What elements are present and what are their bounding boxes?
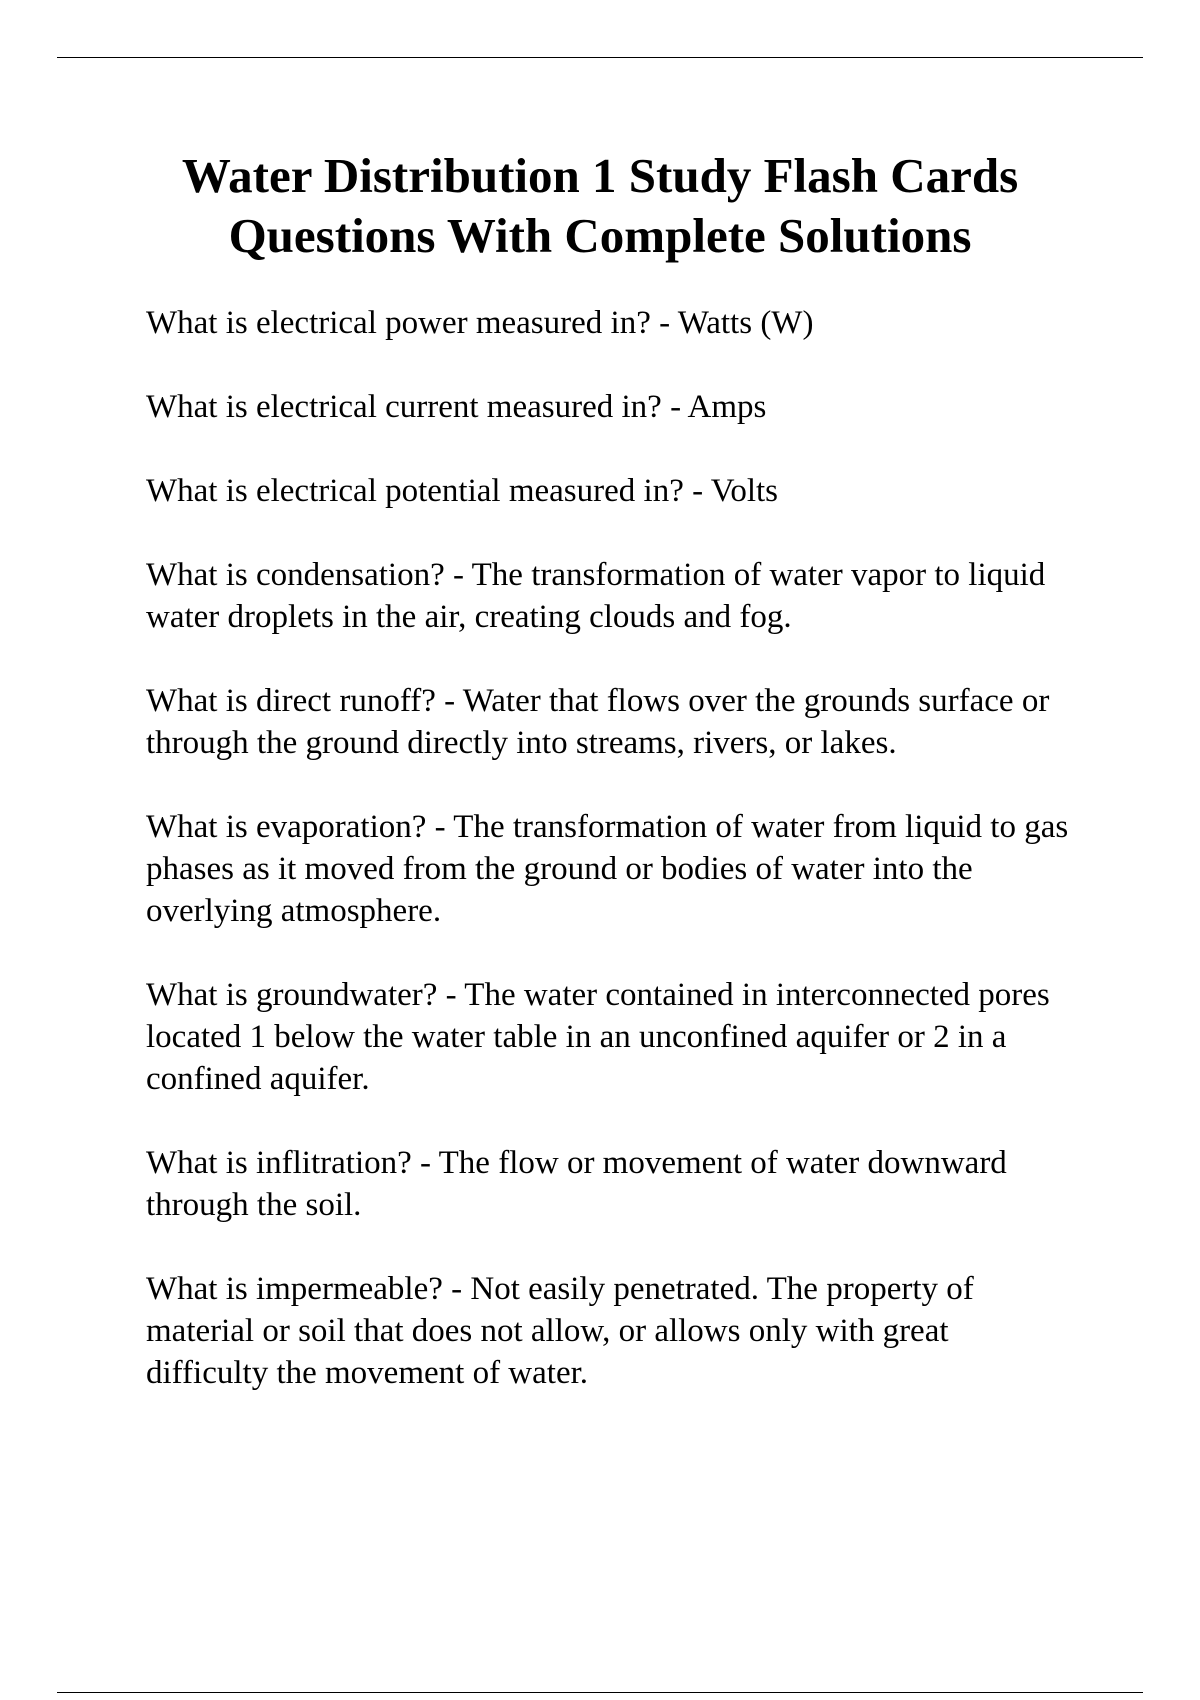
title-line-1: Water Distribution 1 Study Flash Cards — [181, 148, 1019, 203]
title-line-2: Questions With Complete Solutions — [228, 208, 972, 263]
top-rule — [57, 57, 1143, 58]
flash-card-item: What is impermeable? - Not easily penetrated. The property of material or soil that does not allow, or allows only with great difficulty the movement of water. — [146, 1271, 974, 1391]
flash-card-item: What is electrical potential measured in? - Volts — [146, 473, 778, 509]
flash-card-item: What is groundwater? - The water contained in interconnected pores located 1 below the water table in an unconfined aquifer or 2 in a confined aquifer. — [146, 977, 1050, 1097]
flash-card-item: What is inflitration? - The flow or movement of water downward through the soil. — [146, 1145, 1007, 1223]
flash-card-item: What is evaporation? - The transformation of water from liquid to gas phases as it moved from the ground or bodies of water into the overlying atmosphere. — [146, 809, 1069, 929]
document-title — [100, 146, 1100, 266]
flash-card-item: What is electrical current measured in? - Amps — [146, 389, 767, 425]
bottom-rule — [57, 1692, 1143, 1693]
flash-card-item: What is electrical power measured in? - Watts (W) — [146, 305, 814, 341]
flash-card-item: What is condensation? - The transformation of water vapor to liquid water droplets in the air, creating clouds and fog. — [146, 557, 1046, 635]
flash-card-list — [146, 302, 1076, 1436]
flash-card-item: What is direct runoff? - Water that flows over the grounds surface or through the ground directly into streams, rivers, or lakes. — [146, 683, 1050, 761]
